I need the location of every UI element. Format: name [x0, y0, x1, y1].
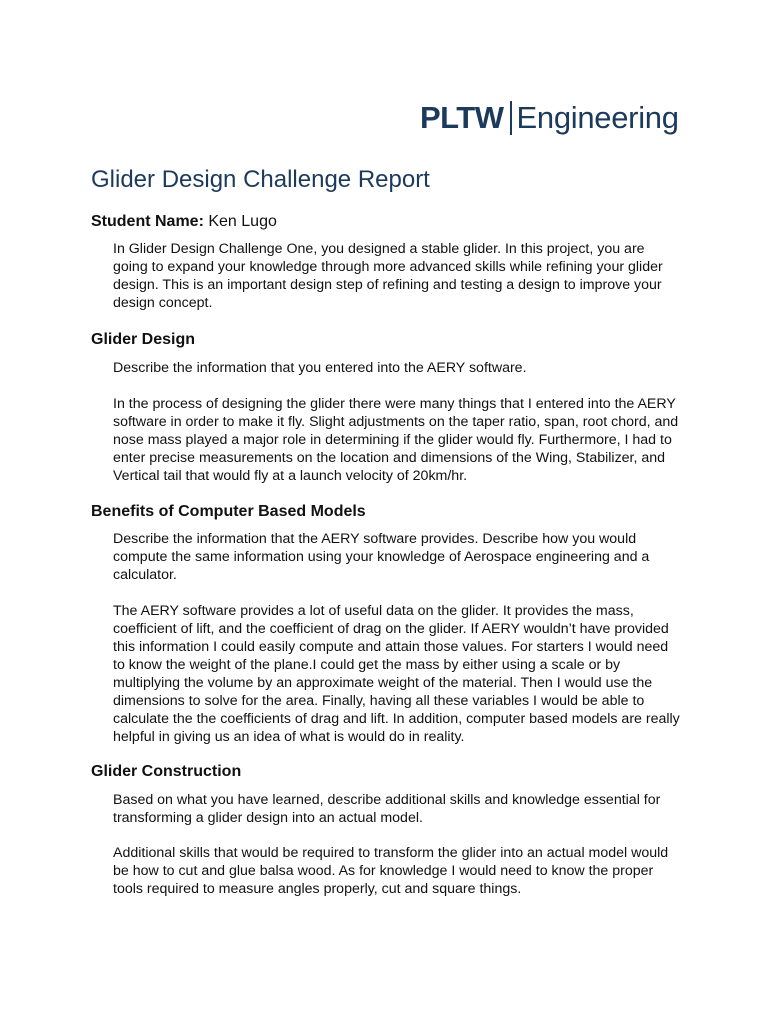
student-name-value: Ken Lugo	[208, 213, 277, 230]
section-answer-glider-design: In the process of designing the glider there were many things that I entered into the AERY software in order to make it fly. Slight adjustments on the taper ratio, span, root chord, and nose mass played a major role in determining if the glider would fly. Furthermore, I had to enter precise measurements on the location and dimensions of the Wing, Stabilizer, and Vertical tail that would fly at a launch velocity of 20km/hr.	[113, 396, 679, 484]
logo-brand-text: PLTW	[420, 100, 504, 135]
section-heading-glider-design: Glider Design	[91, 331, 196, 348]
section-heading-benefits: Benefits of Computer Based Models	[91, 503, 366, 520]
student-name-line	[91, 211, 277, 233]
section-prompt-glider-design: Describe the information that you entered into the AERY software.	[113, 360, 527, 376]
logo-divider	[510, 101, 512, 135]
section-heading-construction: Glider Construction	[91, 763, 242, 780]
section-prompt-construction: Based on what you have learned, describe additional skills and knowledge essential for transforming a glider design into an actual model.	[113, 792, 661, 826]
section-answer-benefits: The AERY software provides a lot of useful data on the glider. It provides the mass, coefficient of lift, and the coefficient of drag on the glider. If AERY wouldn’t have provided this information I could easily compute and attain those values. For starters I would need to know the weight of the plane.I could get the mass by either using a scale or by multiplying the volume by an approximate weight of the material. Then I would use the dimensions to solve for the area. Finally, having all these variables I would be able to calculate the the coefficients of drag and lift. In addition, computer based models are really helpful in giving us an idea of what is would do in reality.	[113, 603, 680, 745]
intro-paragraph: In Glider Design Challenge One, you designed a stable glider. In this project, you are going to expand your knowledge through more advanced skills while refining your glider design. This is an important design step of refining and testing a design to improve your design concept.	[113, 241, 663, 311]
student-name-label: Student Name:	[91, 213, 204, 230]
section-prompt-benefits: Describe the information that the AERY software provides. Describe how you would compute the same information using your knowledge of Aerospace engineering and a calculator.	[113, 531, 650, 583]
logo-program-text: Engineering	[516, 100, 679, 135]
pltw-engineering-logo	[420, 96, 679, 140]
page-title: Glider Design Challenge Report	[91, 166, 430, 193]
section-answer-construction: Additional skills that would be required to transform the glider into an actual model would be how to cut and glue balsa wood. As for knowledge I would need to know the proper tools required to measure angles properly, cut and square things.	[113, 845, 669, 897]
